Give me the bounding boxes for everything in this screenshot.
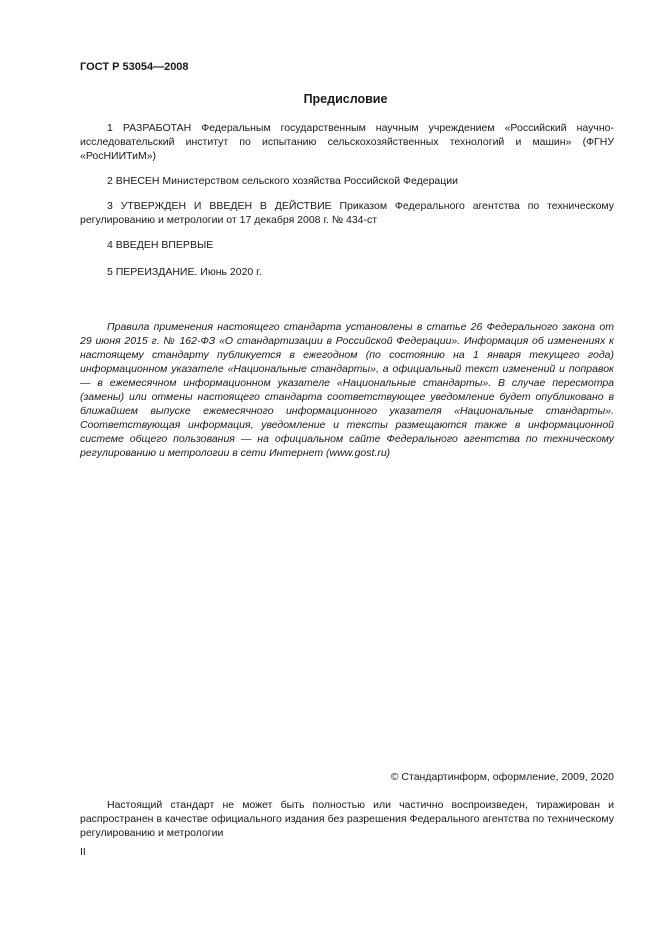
- page-title: Предисловие: [303, 92, 388, 106]
- reproduction-notice-text: Настоящий стандарт не может быть полностью или частично воспроизведен, тиражирован и распространен в качестве официального издания без разрешения Федерального агентства по техническому регулированию и метрологии: [80, 799, 614, 839]
- page-number: II: [80, 846, 86, 858]
- standard-id: ГОСТ Р 53054—2008: [80, 61, 189, 73]
- copyright-line: © Стандартинформ, оформление, 2009, 2020: [390, 771, 614, 783]
- foreword-item-5: [80, 265, 614, 279]
- application-notice-text: Правила применения настоящего стандарта установлены в статье 26 Федерального закона от 29 июня 2015 г. № 162-ФЗ «О стандартизации в Российской Федерации». Информация об изменениях к настоящему стандарту публикуется в ежегодном (по состоянию на 1 января текущего года) информационном указателе «Национальные стандарты», а официальный текст изменений и поправок — в ежемесячном информационном указателе «Национальные стандарты». В случае пересмотра (замены) или отмены настоящего стандарта соответствующее уведомление будет опубликовано в ближайшем выпуске ежемесячного информационного указателя «Национальные стандарты». Соответствующая информация, уведомление и тексты размещаются также в информационной системе общего пользования — на официальном сайте Федерального агентства по техническому регулированию и метрологии в сети Интернет (www.gost.ru): [80, 321, 614, 459]
- foreword-item-4: [80, 238, 614, 252]
- foreword-item-1-text: 1 РАЗРАБОТАН Федеральным государственным научным учреждением «Российский научно-исследовательский институт по испытанию сельскохозяйственных технологий и машин» (ФГНУ «РосНИИТиМ»): [80, 122, 614, 162]
- foreword-item-3-text: 3 УТВЕРЖДЕН И ВВЕДЕН В ДЕЙСТВИЕ Приказом Федерального агентства по техническому регулированию и метрологии от 17 декабря 2008 г. № 434-ст: [80, 200, 614, 226]
- foreword-item-2: [80, 174, 614, 188]
- foreword-item-3: [80, 199, 614, 227]
- reproduction-notice: [80, 798, 614, 840]
- foreword-item-1: [80, 121, 614, 163]
- foreword-item-2-text: 2 ВНЕСЕН Министерством сельского хозяйства Российской Федерации: [107, 175, 458, 187]
- application-notice: [80, 320, 614, 460]
- foreword-item-4-text: 4 ВВЕДЕН ВПЕРВЫЕ: [107, 239, 214, 251]
- foreword-item-5-text: 5 ПЕРЕИЗДАНИЕ. Июнь 2020 г.: [107, 266, 262, 278]
